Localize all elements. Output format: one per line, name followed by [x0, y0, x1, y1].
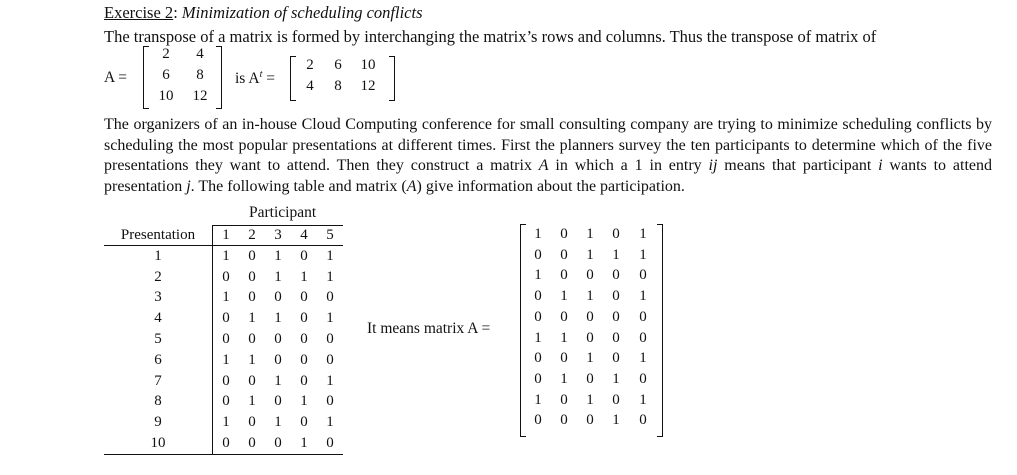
- table-cell: 1: [300, 268, 308, 285]
- matrix-entry: 1: [534, 226, 542, 242]
- table-cell: 0: [300, 331, 308, 348]
- table-cell: 0: [213, 433, 240, 454]
- presentation-header: Presentation: [104, 226, 213, 246]
- participant-column-header: 2: [239, 226, 265, 246]
- table-cell: 1: [248, 310, 256, 327]
- matrix-at-left-bracket: [290, 56, 296, 101]
- paragraph-text: ) give information about the participation.: [416, 177, 685, 195]
- matrix-at-entry: 10: [360, 57, 376, 73]
- table-cell: 1: [248, 393, 256, 410]
- table-row: [104, 288, 343, 309]
- matrix-entry: 1: [612, 370, 620, 387]
- table-row: [104, 308, 343, 329]
- matrix-entry: 1: [612, 246, 620, 263]
- matrix-entry: 0: [560, 246, 568, 263]
- matrix-entry: 0: [612, 267, 620, 284]
- table-cell: 1: [274, 247, 282, 264]
- paragraph-text: in which a 1 in entry: [548, 157, 709, 175]
- matrix-entry: 0: [612, 308, 620, 325]
- paragraph-var: ij: [708, 157, 718, 175]
- participant-column-header: 3: [265, 226, 291, 246]
- table-cell: 1: [213, 288, 240, 309]
- heading-separator: :: [173, 3, 178, 22]
- table-row: [104, 246, 343, 267]
- matrix-entry: 0: [534, 370, 542, 387]
- transpose-label: [235, 69, 275, 88]
- table-cell: 1: [213, 246, 240, 267]
- table-cell: 0: [248, 268, 256, 285]
- matrix-a-entry: 12: [192, 88, 208, 104]
- presentation-number: 7: [154, 372, 162, 389]
- table-row: [104, 433, 343, 454]
- description-paragraph: [104, 115, 992, 197]
- matrix-entry: 0: [560, 267, 568, 284]
- matrix-entry: 0: [586, 412, 594, 429]
- table-cell: 1: [248, 351, 256, 368]
- table-cell: 1: [274, 310, 282, 327]
- table-cell: 0: [274, 351, 282, 368]
- matrix-entry: 0: [639, 308, 647, 325]
- matrix-entry: 0: [534, 246, 542, 263]
- matrix-entry: 1: [534, 329, 542, 346]
- matrix-entry: 1: [586, 288, 594, 305]
- paragraph-text: The organizers of an in-house Cloud Computing conference for small consulting company are trying to minimize scheduling conflicts by scheduling the most popular presentations at different times. First the planners survey the ten participants to determine which of the five presentations they want to attend. Then they construct a matrix: [104, 116, 992, 175]
- table-cell: 0: [248, 414, 256, 431]
- matrix-entry: 0: [586, 329, 594, 346]
- paragraph-text: wants to attend presentation: [104, 157, 993, 195]
- matrix-label: It means matrix A =: [367, 320, 491, 337]
- table-cell: 1: [213, 350, 240, 371]
- matrix-entry: 0: [534, 412, 542, 429]
- matrix-entry: 1: [639, 226, 647, 242]
- participant-column-header: 5: [317, 226, 343, 246]
- presentation-number: 5: [154, 331, 162, 348]
- presentation-number: 8: [154, 393, 162, 410]
- presentation-number: 3: [154, 289, 162, 306]
- table-cell: 0: [326, 331, 334, 348]
- table-cell: 0: [300, 289, 308, 306]
- matrix-entry: 0: [560, 391, 568, 408]
- table-cell: 0: [300, 247, 308, 264]
- presentation-number: 4: [154, 310, 162, 327]
- participant-column-header: 1: [213, 226, 240, 246]
- matrix-entry: 0: [560, 412, 568, 429]
- table-cell: 1: [326, 247, 334, 264]
- matrix-entry: 1: [612, 412, 620, 429]
- paragraph-text: means that participant: [717, 157, 879, 175]
- table-cell: 0: [248, 289, 256, 306]
- table-row: [104, 329, 343, 350]
- table-cell: 0: [300, 414, 308, 431]
- table-cell: 0: [300, 310, 308, 327]
- table-cell: 1: [274, 414, 282, 431]
- presentation-number: 1: [154, 247, 162, 264]
- table-cell: 0: [326, 289, 334, 306]
- matrix-entry: 0: [639, 412, 647, 429]
- table-row: [104, 371, 343, 392]
- exercise-label: Exercise 2: [104, 3, 174, 22]
- matrix-a-label: A =: [104, 69, 127, 86]
- table-cell: 0: [213, 308, 240, 329]
- table-cell: 0: [300, 372, 308, 389]
- matrix-entry: 0: [639, 329, 647, 346]
- table-row: [104, 412, 343, 433]
- matrix-entry: 1: [586, 391, 594, 408]
- table-cell: 0: [213, 371, 240, 392]
- paragraph-var: j: [186, 177, 191, 195]
- table-cell: 0: [300, 351, 308, 368]
- matrix-right-bracket: [657, 224, 663, 437]
- matrix-entry: 1: [560, 370, 568, 387]
- table-cell: 0: [274, 393, 282, 410]
- table-cell: 0: [213, 392, 240, 413]
- matrix-a-entry: 2: [162, 46, 170, 62]
- table-cell: 1: [326, 310, 334, 327]
- table-cell: 0: [274, 289, 282, 306]
- matrix-entry: 0: [612, 329, 620, 346]
- matrix-entry: 1: [586, 226, 594, 242]
- matrix-entry: 1: [639, 391, 647, 408]
- table-cell: 1: [274, 372, 282, 389]
- table-cell: 0: [274, 331, 282, 348]
- matrix-a-right-bracket: [216, 46, 222, 109]
- table-cell: 1: [326, 268, 334, 285]
- table-cell: 0: [248, 247, 256, 264]
- table-cell: 0: [326, 393, 334, 410]
- table-cell: 0: [239, 433, 265, 454]
- presentation-number: 9: [154, 414, 162, 431]
- matrix-entry: 1: [639, 350, 647, 367]
- table-cell: 1: [213, 412, 240, 433]
- matrix-entry: 1: [534, 391, 542, 408]
- table-cell: 0: [213, 329, 240, 350]
- matrix-entry: 1: [560, 288, 568, 305]
- matrix-entry: 1: [534, 267, 542, 284]
- presentation-number: 2: [154, 268, 162, 285]
- matrix-entry: 0: [534, 350, 542, 367]
- exercise-heading: [104, 3, 423, 23]
- paragraph-text: . The following table and matrix (: [190, 177, 407, 195]
- matrix-entry: 0: [560, 350, 568, 367]
- table-cell: 0: [326, 351, 334, 368]
- table-cell: 0: [213, 267, 240, 288]
- matrix-entry: 0: [612, 391, 620, 408]
- matrix-entry: 0: [586, 370, 594, 387]
- exercise-title: Minimization of scheduling conflicts: [181, 3, 423, 22]
- matrix-at-entry: 2: [306, 57, 314, 73]
- matrix-entry: 1: [586, 246, 594, 263]
- matrix-at-entry: 6: [334, 57, 342, 73]
- matrix-entry: 0: [586, 267, 594, 284]
- matrix-entry: 1: [639, 246, 647, 263]
- matrix-a-left-bracket: [143, 46, 149, 109]
- matrix-entry: 1: [639, 288, 647, 305]
- matrix-at-entry: 4: [306, 78, 314, 94]
- equals-sign: =: [266, 70, 275, 88]
- table-cell: 1: [274, 268, 282, 285]
- table-cell: 0: [248, 331, 256, 348]
- paragraph-var: i: [878, 157, 883, 175]
- matrix-entry: 0: [612, 226, 620, 242]
- participant-header: Participant: [249, 204, 317, 221]
- matrix-entry: 1: [560, 329, 568, 346]
- table-cell: 0: [317, 433, 343, 454]
- participation-table: [104, 225, 343, 455]
- table-row: [104, 392, 343, 413]
- matrix-entry: 0: [560, 226, 568, 242]
- intro-text: The transpose of a matrix is formed by interchanging the matrix’s rows and columns. Thus the transpose of matrix of: [104, 27, 877, 46]
- table-row: [104, 350, 343, 371]
- matrix-entry: 0: [534, 308, 542, 325]
- matrix-a-entry: 10: [158, 88, 174, 104]
- presentation-number: 10: [104, 433, 213, 454]
- matrix-at-right-bracket: [389, 56, 395, 101]
- table-cell: 1: [326, 372, 334, 389]
- matrix-at-entry: 8: [334, 78, 342, 94]
- matrix-entry: 0: [612, 350, 620, 367]
- paragraph-var: A: [406, 177, 417, 195]
- participant-column-header: 4: [291, 226, 317, 246]
- matrix-at-entry: 12: [360, 78, 376, 94]
- matrix-a-entry: 8: [196, 67, 204, 83]
- matrix-entry: 0: [639, 370, 647, 387]
- is-text: is A: [235, 70, 260, 88]
- table-cell: 0: [248, 372, 256, 389]
- table-cell: 1: [326, 414, 334, 431]
- matrix-entry: 1: [586, 350, 594, 367]
- matrix-entry: 0: [560, 308, 568, 325]
- matrix-entry: 0: [534, 288, 542, 305]
- table-row: [104, 267, 343, 288]
- transpose-superscript: t: [259, 69, 263, 80]
- table-cell: 1: [291, 433, 317, 454]
- table-cell: 1: [300, 393, 308, 410]
- matrix-a-entry: 6: [162, 67, 170, 83]
- table-cell: 0: [265, 433, 291, 454]
- matrix-entry: 0: [639, 267, 647, 284]
- presentation-number: 6: [154, 351, 162, 368]
- matrix-a-entry: 4: [196, 46, 204, 62]
- paragraph-var: A: [538, 157, 549, 175]
- matrix-entry: 0: [586, 308, 594, 325]
- matrix-entry: 0: [612, 288, 620, 305]
